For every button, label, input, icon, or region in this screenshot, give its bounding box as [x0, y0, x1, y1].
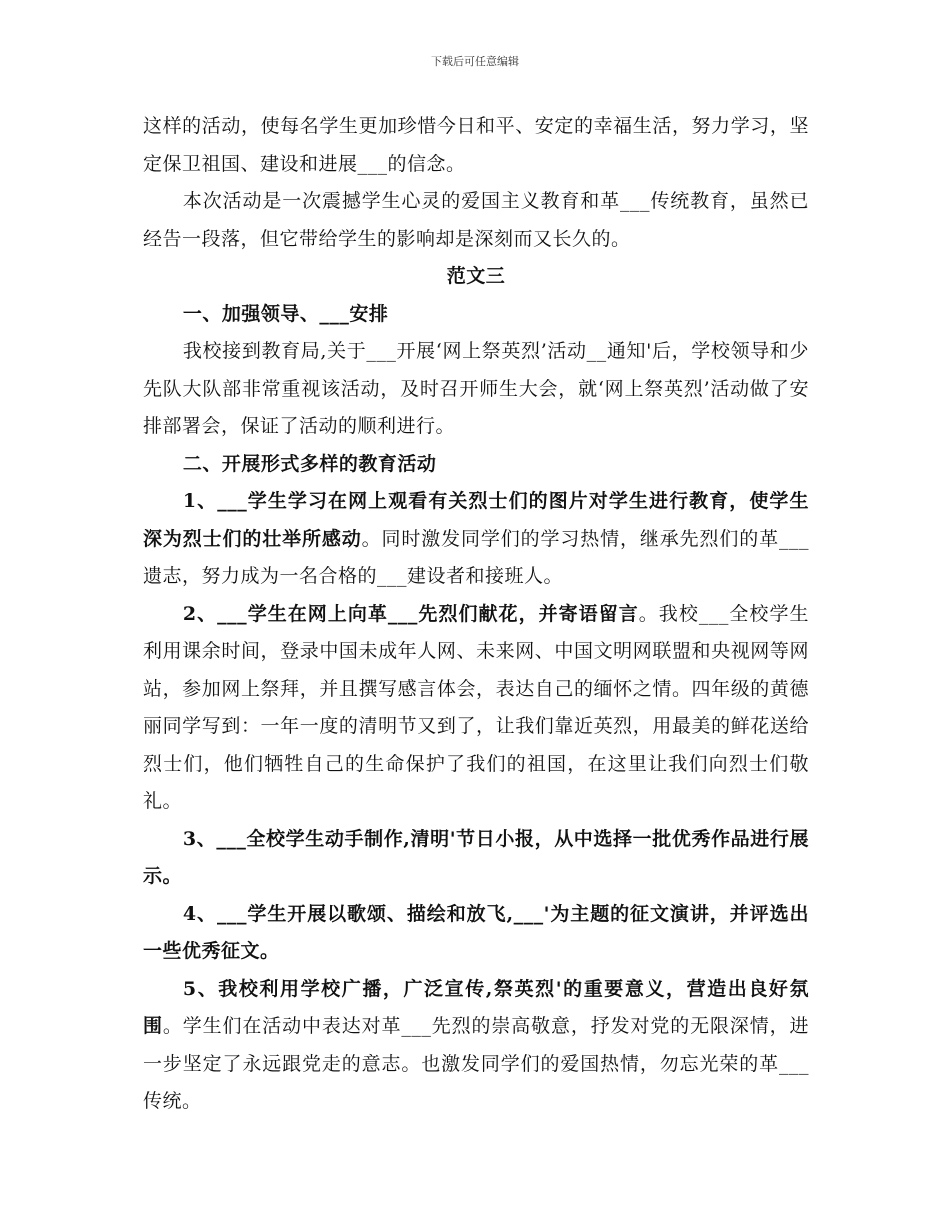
list-item-2 [143, 596, 809, 821]
list-item-2-bold: 2、___学生在网上向革___先烈们献花，并寄语留言 [182, 602, 639, 625]
list-item-4-bold: 4、___学生开展以歌颂、描绘和放飞,___'为主题的征文演讲，并评选出一些优秀征文。 [143, 902, 809, 962]
paragraph-2: 本次活动是一次震撼学生心灵的爱国主义教育和革___传统教育，虽然已经告一段落，但它带给学生的影响却是深刻而又长久的。 [143, 190, 809, 250]
paragraph-3: 我校接到教育局,关于___开展‘网上祭英烈’活动__通知'后，学校领导和少先队大队部非常重视该活动，及时召开师生大会，就‘网上祭英烈’活动做了安排部署会，保证了活动的顺利进行。 [143, 340, 809, 437]
list-item-3 [143, 821, 809, 896]
list-item-1-bold: 1、___学生学习在网上观看有关烈士们的图片对学生进行教育，使学生深为烈士们的壮举所感动 [143, 490, 809, 550]
list-item-5 [143, 971, 809, 1121]
list-item-5-bold: 5、我校利用学校广播，广泛宣传,祭英烈'的重要意义，营造出良好氛围 [143, 977, 809, 1037]
list-item-4 [143, 896, 809, 971]
page-header: 下载后可任意编辑 [431, 55, 519, 68]
heading-1: 一、加强领导、___安排 [182, 302, 389, 325]
list-item-2-text: 。我校___全校学生利用课余时间，登录中国未成年人网、未来网、中国文明网联盟和央视网等网站，参加网上祭拜，并且撰写感言体会，表达自己的缅怀之情。四年级的黄德丽同学写到：一年一度的清明节又到了，让我们靠近英烈，用最美的鲜花送给烈士们，他们牺牲自己的生命保护了我们的祖国，在这里让我们向烈士们敬礼。 [143, 602, 809, 812]
list-item-3-bold: 3、___全校学生动手制作,清明'节日小报，从中选择一批优秀作品进行展示。 [143, 827, 809, 887]
section-title: 范文三 [446, 265, 506, 287]
paragraph-1: 这样的活动，使每名学生更加珍惜今日和平、安定的幸福生活，努力学习，坚定保卫祖国、建设和进展___的信念。 [143, 115, 809, 175]
list-item-1-text: 。同时激发同学们的学习热情，继承先烈们的革___遗志，努力成为一名合格的___建设者和接班人。 [143, 527, 809, 587]
heading-2: 二、开展形式多样的教育活动 [182, 452, 437, 475]
document-body [143, 108, 809, 1121]
list-item-5-text: 。学生们在活动中表达对革___先烈的崇高敬意，抒发对党的无限深情，进一步坚定了永远跟党走的意志。也激发同学们的爱国热情，勿忘光荣的革___传统。 [143, 1015, 809, 1112]
list-item-1 [143, 483, 809, 596]
